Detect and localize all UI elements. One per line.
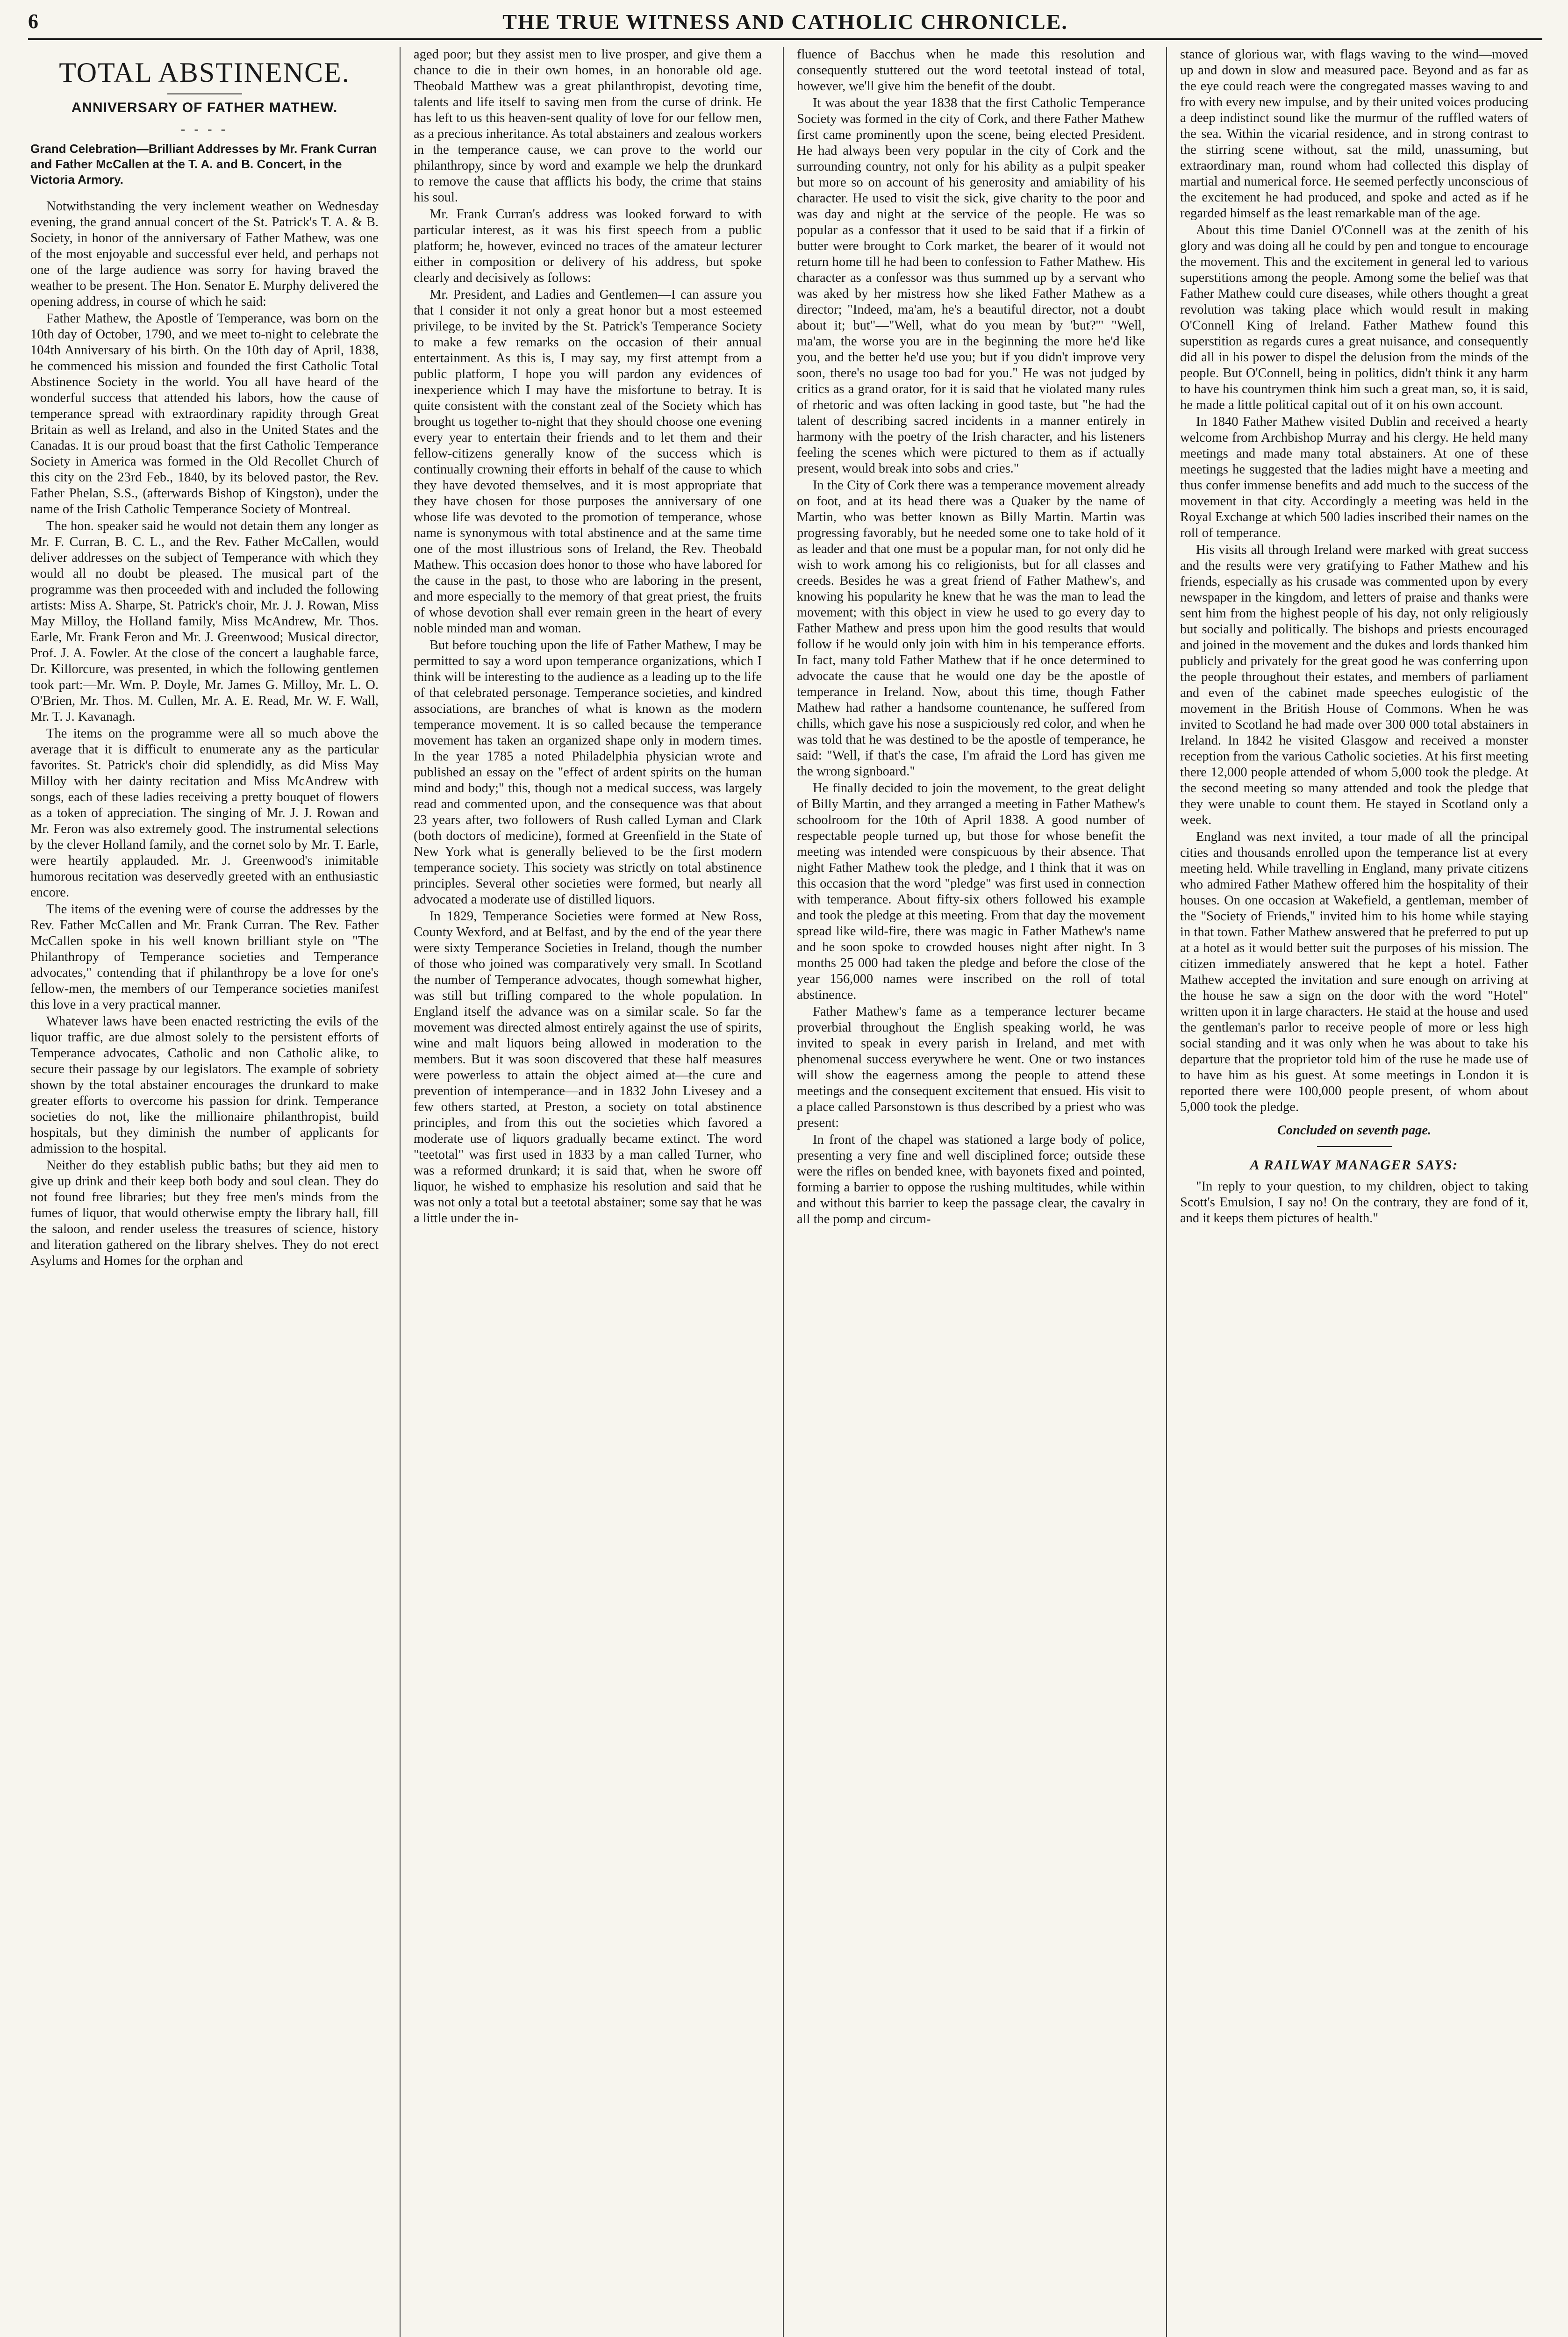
article-deck: Grand Celebration—Brilliant Addresses by Mr. Frank Curran and Father McCallen at the T. A. and B. Concert, in the Victoria Armory. [30,142,377,186]
paragraph: The hon. speaker said he would not detain them any longer as Mr. F. Curran, B. C. L., and the Rev. Father McCallen, would deliver addresses on the subject of Temperance with which they would all no doubt be pleased. The musical part of the programme was then proceeded with and included the following artists: Miss A. Sharpe, St. Patrick's choir, Mr. J. J. Rowan, Miss May Milloy, the Holland family, Miss McAndrew, Mr. Thos. Earle, Mr. Frank Feron and Mr. J. Greenwood; Musical director, Prof. J. A. Fowler. At the close of the concert a laughable farce, Dr. Killorcure, was presented, in which the following gentlemen took part:—Mr. Wm. P. Doyle, Mr. James G. Milloy, Mr. L. O. O'Brien, Mr. Thos. M. Cullen, Mr. A. E. Read, Mr. W. F. Wall, Mr. T. J. Kavanagh. [30,519,379,724]
column-1 [30,47,379,2337]
paragraph: aged poor; but they assist men to live prosper, and give them a chance to die in their own homes, in an honorable old age. Theobald Matthew was a great philanthropist, devoting time, talents and life itself to saving men from the curse of drink. He has left to us this heaven-sent quality of love for our fellow men, as a precious inheritance. As total abstainers and zealous workers in the temperance cause, we can prove to the world our philanthropy, since by word and example we help the drunkard to remove the cause that afflicts his body, the crime that stains his soul. [414,47,762,205]
ad-heading: A RAILWAY MANAGER SAYS: [1250,1157,1459,1173]
column-3 [797,47,1145,2337]
article-title: TOTAL ABSTINENCE. [59,57,350,88]
paragraph: It was about the year 1838 that the first Catholic Temperance Society was formed in the city of Cork, and there Father Mathew first came prominently upon the scene, being elected President. He had always been very popular in the city of Cork and the surrounding country, not only for his ability as a pulpit speaker but more so on account of his generosity and amiability of his character. He used to visit the sick, give charity to the poor and was day and night at the service of the people. He was so popular as a confessor that it used to be said that if a firkin of butter were brought to Cork market, the bearer of it would not return home till he had been to confession to Father Mathew. His character as a confessor was thus summed up by a servant who was aked by her mistress how she liked Father Mathew as a director; "Indeed, ma'am, he's a beautiful director, not a doubt about it; but"—"Well, what do you mean by 'but?'" "Well, ma'am, the worse you are in the beginning the more he'd like you, and the better he'd use you; but if you didn't improve very soon, there's no usage too bad for you." He was not judged by critics as a grand orator, for it is said that he violated many rules of rhetoric and was often lacking in good taste, but "he had the talent of describing sacred incidents in a manner entirely in harmony with the poetry of the Irish character, and his listeners feeling the scenes which were pictured to them as if actually present, would break into sobs and cries." [797,96,1145,476]
continued-note: Concluded on seventh page. [1277,1123,1432,1138]
paragraph: Neither do they establish public baths; but they aid men to give up drink and their keep both body and soul clean. They do not found free libraries; but they free men's minds from the fumes of liquor, that would otherwise empty the library hall, fill the saloon, and render useless the treasures of science, history and literation gathered on the library shelves. They do not erect Asylums and Homes for the orphan and [30,1158,379,1268]
paragraph: He finally decided to join the movement, to the great delight of Billy Martin, and they arranged a meeting in Father Mathew's schoolroom for the 10th of April 1838. A good number of respectable people turned up, but those for whose benefit the meeting was intended were conspicuous by their absence. That night Father Mathew took the pledge, and I think that it was on this occasion that the word "pledge" was first used in connection with temperance. About fifty-six others followed his example and took the pledge at this meeting. From that day the movement spread like wild-fire, there was magic in Father Mathew's name and he soon spoke to crowded houses night after night. In 3 months 25 000 had taken the pledge and before the close of the year 156,000 names were inscribed on the roll of total abstinence. [797,781,1145,1002]
section-rule [1317,1146,1392,1147]
paragraph: Whatever laws have been enacted restricting the evils of the liquor traffic, are due almost solely to the persistent efforts of Temperance advocates, Catholic and non Catholic alike, to secure their passage by our legislators. The example of sobriety shown by the total abstainer encourages the drunkard to make greater efforts to overcome his passion for drink. Temperance societies do not, like the millionaire philanthropist, build hospitals, but they diminish the number of applicants for admission to the hospital. [30,1014,379,1156]
column-4 [1180,47,1528,2337]
paragraph: But before touching upon the life of Father Mathew, I may be permitted to say a word upon temperance organizations, which I think will be interesting to the audience as a leading up to the life of that celebrated personage. Temperance societies, and kindred associations, are branches of what is known as the modern temperance movement. It is so called because the temperance movement has taken an organized shape only in modern times. In the year 1785 a noted Philadelphia physician wrote and published an essay on the "effect of ardent spirits on the human mind and body;" this, though not a medical success, was largely read and commented upon, and the consequence was that about 23 years after, two followers of Rush called Lyman and Clark (both doctors of medicine), formed at Greenfield in the State of New York what is generally believed to be the first modern temperance society. This society was strictly on total abstinence principles. Several other societies were formed, but nearly all advocated a moderate use of distilled liquors. [414,638,762,907]
paragraph: Father Mathew's fame as a temperance lecturer became proverbial throughout the English speaking world, he was invited to speak in every parish in Ireland, and met with phenomenal success everywhere he went. One or two instances will show the eagerness among the people to attend these meetings and the consequent excitement that ensued. His visit to a place called Parsonstown is thus described by a priest who was present: [797,1004,1145,1130]
paragraph: Mr. Frank Curran's address was looked forward to with particular interest, as it was his first speech from a public platform; he, however, evinced no traces of the amateur lecturer either in composition or delivery of his address, but spoke clearly and decisively as follows: [414,207,762,285]
paragraph: About this time Daniel O'Connell was at the zenith of his glory and was doing all he could by pen and tongue to encourage the movement. This and the excitement in general led to various superstitions among the people. Among some the belief was that Father Mathew could cure diseases, while others thought a great revolution was taking place which would result in making O'Connell King of Ireland. Father Mathew found this superstition as regards cures a great nuisance, and consequently did all in his power to dispel the delusion from the minds of the people. But O'Connell, being in politics, didn't think it any harm to have his countrymen think him such a great man, so, it is said, he made a little political capital out of it on his own account. [1180,223,1528,412]
column-divider [400,47,401,2337]
column-divider [783,47,784,2337]
paragraph: In 1840 Father Mathew visited Dublin and received a hearty welcome from Archbishop Murray and his clergy. He held many meetings and made many total abstainers. At one of these meetings he suggested that the ladies might have a meeting and thus confer immense benefits and add much to the success of the movement in that city. Accordingly a meeting was held in the Royal Exchange at which 500 ladies inscribed their names on the roll of temperance. [1180,415,1528,540]
paragraph: England was next invited, a tour made of all the principal cities and thousands enrolled upon the temperance list at every meeting held. While travelling in England, many private citizens who admired Father Mathew offered him the hospitality of their houses. On one occasion at Wakefield, a gentleman, member of the "Society of Friends," invited him to his home while staying in that town. Father Mathew answered that he preferred to put up at a hotel as it would better suit the purposes of his mission. The citizen immediately answered that he kept a hotel. Father Mathew accepted the invitation and sure enough on arriving at the house he saw a sign on the door with the word "Hotel" written upon it in large characters. He staid at the house and used the gentleman's parlor to receive people of more or less high social standing and it was only when he was about to take his departure that the proprietor told him of the ruse he made use of to have him as his guest. At some meetings in London it is reported there were 100,000 people present, of whom about 5,000 took the pledge. [1180,830,1528,1114]
column-divider [1166,47,1167,2337]
paragraph: The items on the programme were all so much above the average that it is difficult to enumerate any as the particular favorites. St. Patrick's choir did splendidly, as did Miss May Milloy with her dainty recitation and Miss McAndrew with songs, each of these ladies receiving a pretty bouquet of flowers as a token of appreciation. The singing of Mr. J. J. Rowan and Mr. Feron was also extremely good. The instrumental selections by the clever Holland family, and the cornet solo by Mr. T. Earle, were heartily applauded. Mr. J. Greenwood's inimitable humorous recitation was deservedly greeted with an enthusiastic encore. [30,726,379,900]
paragraph: In the City of Cork there was a temperance movement already on foot, and at its head there was a Quaker by the name of Martin, who was better known as Billy Martin. Martin was progressing favorably, but he needed some one to take hold of it as leader and that one must be a popular man, for not only did he wish to work among his co religionists, but for all classes and creeds. Besides he was a great friend of Father Mathew's, and knowing his popularity he knew that he was the man to lead the movement; with this object in view he used to go every day to Father Mathew and press upon him the good results that would follow if he would only join with him in his temperance efforts. In fact, many told Father Mathew that if he once determined to advocate the cause that he would one day be the apostle of temperance in Ireland. Now, about this time, though Father Mathew had rather a handsome countenance, he suffered from chills, which gave his nose a suspiciously red color, and when he was told that he was destined to be the apostle of temperance, he said: "Well, if that's the case, I'm afraid the Lord has given me the wrong signboard." [797,478,1145,779]
paragraph: The items of the evening were of course the addresses by the Rev. Father McCallen and Mr. Frank Curran. The Rev. Father McCallen spoke in his well known brilliant style on "The Philanthropy of Temperance societies and Temperance advocates," contending that if philanthropy be a love for one's fellow-men, the members of our Temperance societies manifest this love in a very practical manner. [30,902,379,1012]
title-rule [167,93,242,94]
paragraph: His visits all through Ireland were marked with great success and the results were very gratifying to Father Mathew and his friends, especially as his crusade was commented upon by every newspaper in the kingdom, and letters of praise and thanks were sent him from the highest people of his day, not only religiously but socially and politically. The bishops and priests encouraged and joined in the movement and the dukes and lords thanked him publicly and privately for the great good he was conferring upon the people throughout their estates, and members of parliament and even of the cabinet made speeches eulogistic of the movement in the British House of Commons. When he was invited to Scotland he had made over 300 000 total abstainers in Ireland. In 1842 he visited Glasgow and received a monster reception from the various Catholic societies. At his first meeting there 12,000 people attended of whom 5,000 took the pledge. At the second meeting so many attended and took the pledge that they were unable to count them. He stayed in Scotland only a week. [1180,543,1528,827]
masthead: THE TRUE WITNESS AND CATHOLIC CHRONICLE. [502,10,1068,34]
column-2 [414,47,762,2337]
header-rule [28,38,1542,40]
paragraph: stance of glorious war, with flags waving to the wind—moved up and down in slow and measured pace. Beyond and as far as the eye could reach were the congregated masses waving to and fro with every new impulse, and by their united voices producing a deep indistinct sound like the murmur of the ruffled waters of the sea. Within the vicarial residence, and in strong contrast to the stirring scene without, sat the mild, unassuming, but extraordinary man, round whom had collected this display of martial and numerical force. He seemed perfectly unconscious of the excitement he had produced, and spoke and acted as if he regarded himself as the least remarkable man of the age. [1180,47,1528,221]
separator: - - - - [180,122,229,136]
page-number: 6 [28,10,38,33]
paragraph: fluence of Bacchus when he made this resolution and consequently stuttered out the word teetotal instead of total, however, we'll give him the benefit of the doubt. [797,47,1145,93]
paragraph: In 1829, Temperance Societies were formed at New Ross, County Wexford, and at Belfast, and by the end of the year there were sixty Temperance Societies in Ireland, though the number of those who joined was comparatively very small. In Scotland the number of Temperance advocates, though somewhat higher, was still but trifling compared to the whole population. In England itself the advance was on a similar scale. So far the movement was directed almost entirely against the use of spirits, wine and malt liquors being allowed in moderation to the members. But it was soon discovered that these half measures were powerless to attain the object aimed at—the cure and prevention of intemperance—and in 1832 John Livesey and a few others started, at Preston, a society on total abstinence principles, and from this out the societies which favored a moderate use of liquors gradually became extinct. The word "teetotal" was first used in 1833 by a man called Turner, who was a reformed drunkard; it is said that, when he swore off liquor, he wished to emphasize his resolution and said that he was not only a total but a teetotal abstainer; some say that he was a little under the in- [414,909,762,1226]
paragraph: Notwithstanding the very inclement weather on Wednesday evening, the grand annual concert of the St. Patrick's T. A. & B. Society, in honor of the anniversary of Father Mathew, was one of the most enjoyable and successful ever held, and perhaps not one of the large audience was sorry for having braved the weather to be present. The Hon. Senator E. Murphy delivered the opening address, in course of which he said: [30,199,379,309]
paragraph: Mr. President, and Ladies and Gentlemen—I can assure you that I consider it not only a great honor but a most esteemed privilege, to be invited by the St. Patrick's Temperance Society to make a few remarks on the occasion of their annual entertainment. As this is, I may say, my first attempt from a public platform, I hope you will pardon any evidences of inexperience which I may have the misfortune to betray. It is quite consistent with the constant zeal of the Society which has brought us together to-night that they should choose one evening every year to entertain their friends and to let them and their fellow-citizens generally know of the success which is continually crowning their efforts in behalf of the cause to which they have devoted themselves, and it is most appropriate that they have chosen for those purposes the anniversary of one whose life was devoted to the promotion of temperance, whose name is synonymous with total abstinence and at the same time one of the most illustrious sons of Ireland, the Rev. Theobald Mathew. This occasion does honor to those who have labored for the cause in the past, to those who are laboring in the present, and more especially to the memory of that great priest, the fruits of whose devotion shall ever remain green in the heart of every noble minded man and woman. [414,287,762,636]
article-subhead: ANNIVERSARY OF FATHER MATHEW. [71,100,338,115]
page-header [28,9,1542,42]
ad-text: "In reply to your question, to my children, object to taking Scott's Emulsion, I say no! On the contrary, they are fond of it, and it keeps them pictures of health." [1180,1179,1528,1226]
paragraph: In front of the chapel was stationed a large body of police, presenting a very fine and well disciplined force; outside these were the rifles on bended knee, with bayonets fixed and pointed, forming a barrier to oppose the rushing multitudes, while within and without this barrier to keep the passage clear, the cavalry in all the pomp and circum- [797,1133,1145,1226]
paragraph: Father Mathew, the Apostle of Temperance, was born on the 10th day of October, 1790, and we meet to-night to celebrate the 104th Anniversary of his birth. On the 10th day of April, 1838, he commenced his mission and founded the first Catholic Total Abstinence Society in the world. You all have heard of the wonderful success that attended his labors, how the cause of temperance spread with extraordinary rapidity through Great Britain as well as Ireland, and also in the United States and the Canadas. It is our proud boast that the first Catholic Temperance Society in America was formed in the Old Recollet Church of this city on the 23rd Feb., 1840, by its beloved pastor, the Rev. Father Phelan, S.S., (afterwards Bishop of Kingston), under the name of the Irish Catholic Temperance Society of Montreal. [30,311,379,516]
